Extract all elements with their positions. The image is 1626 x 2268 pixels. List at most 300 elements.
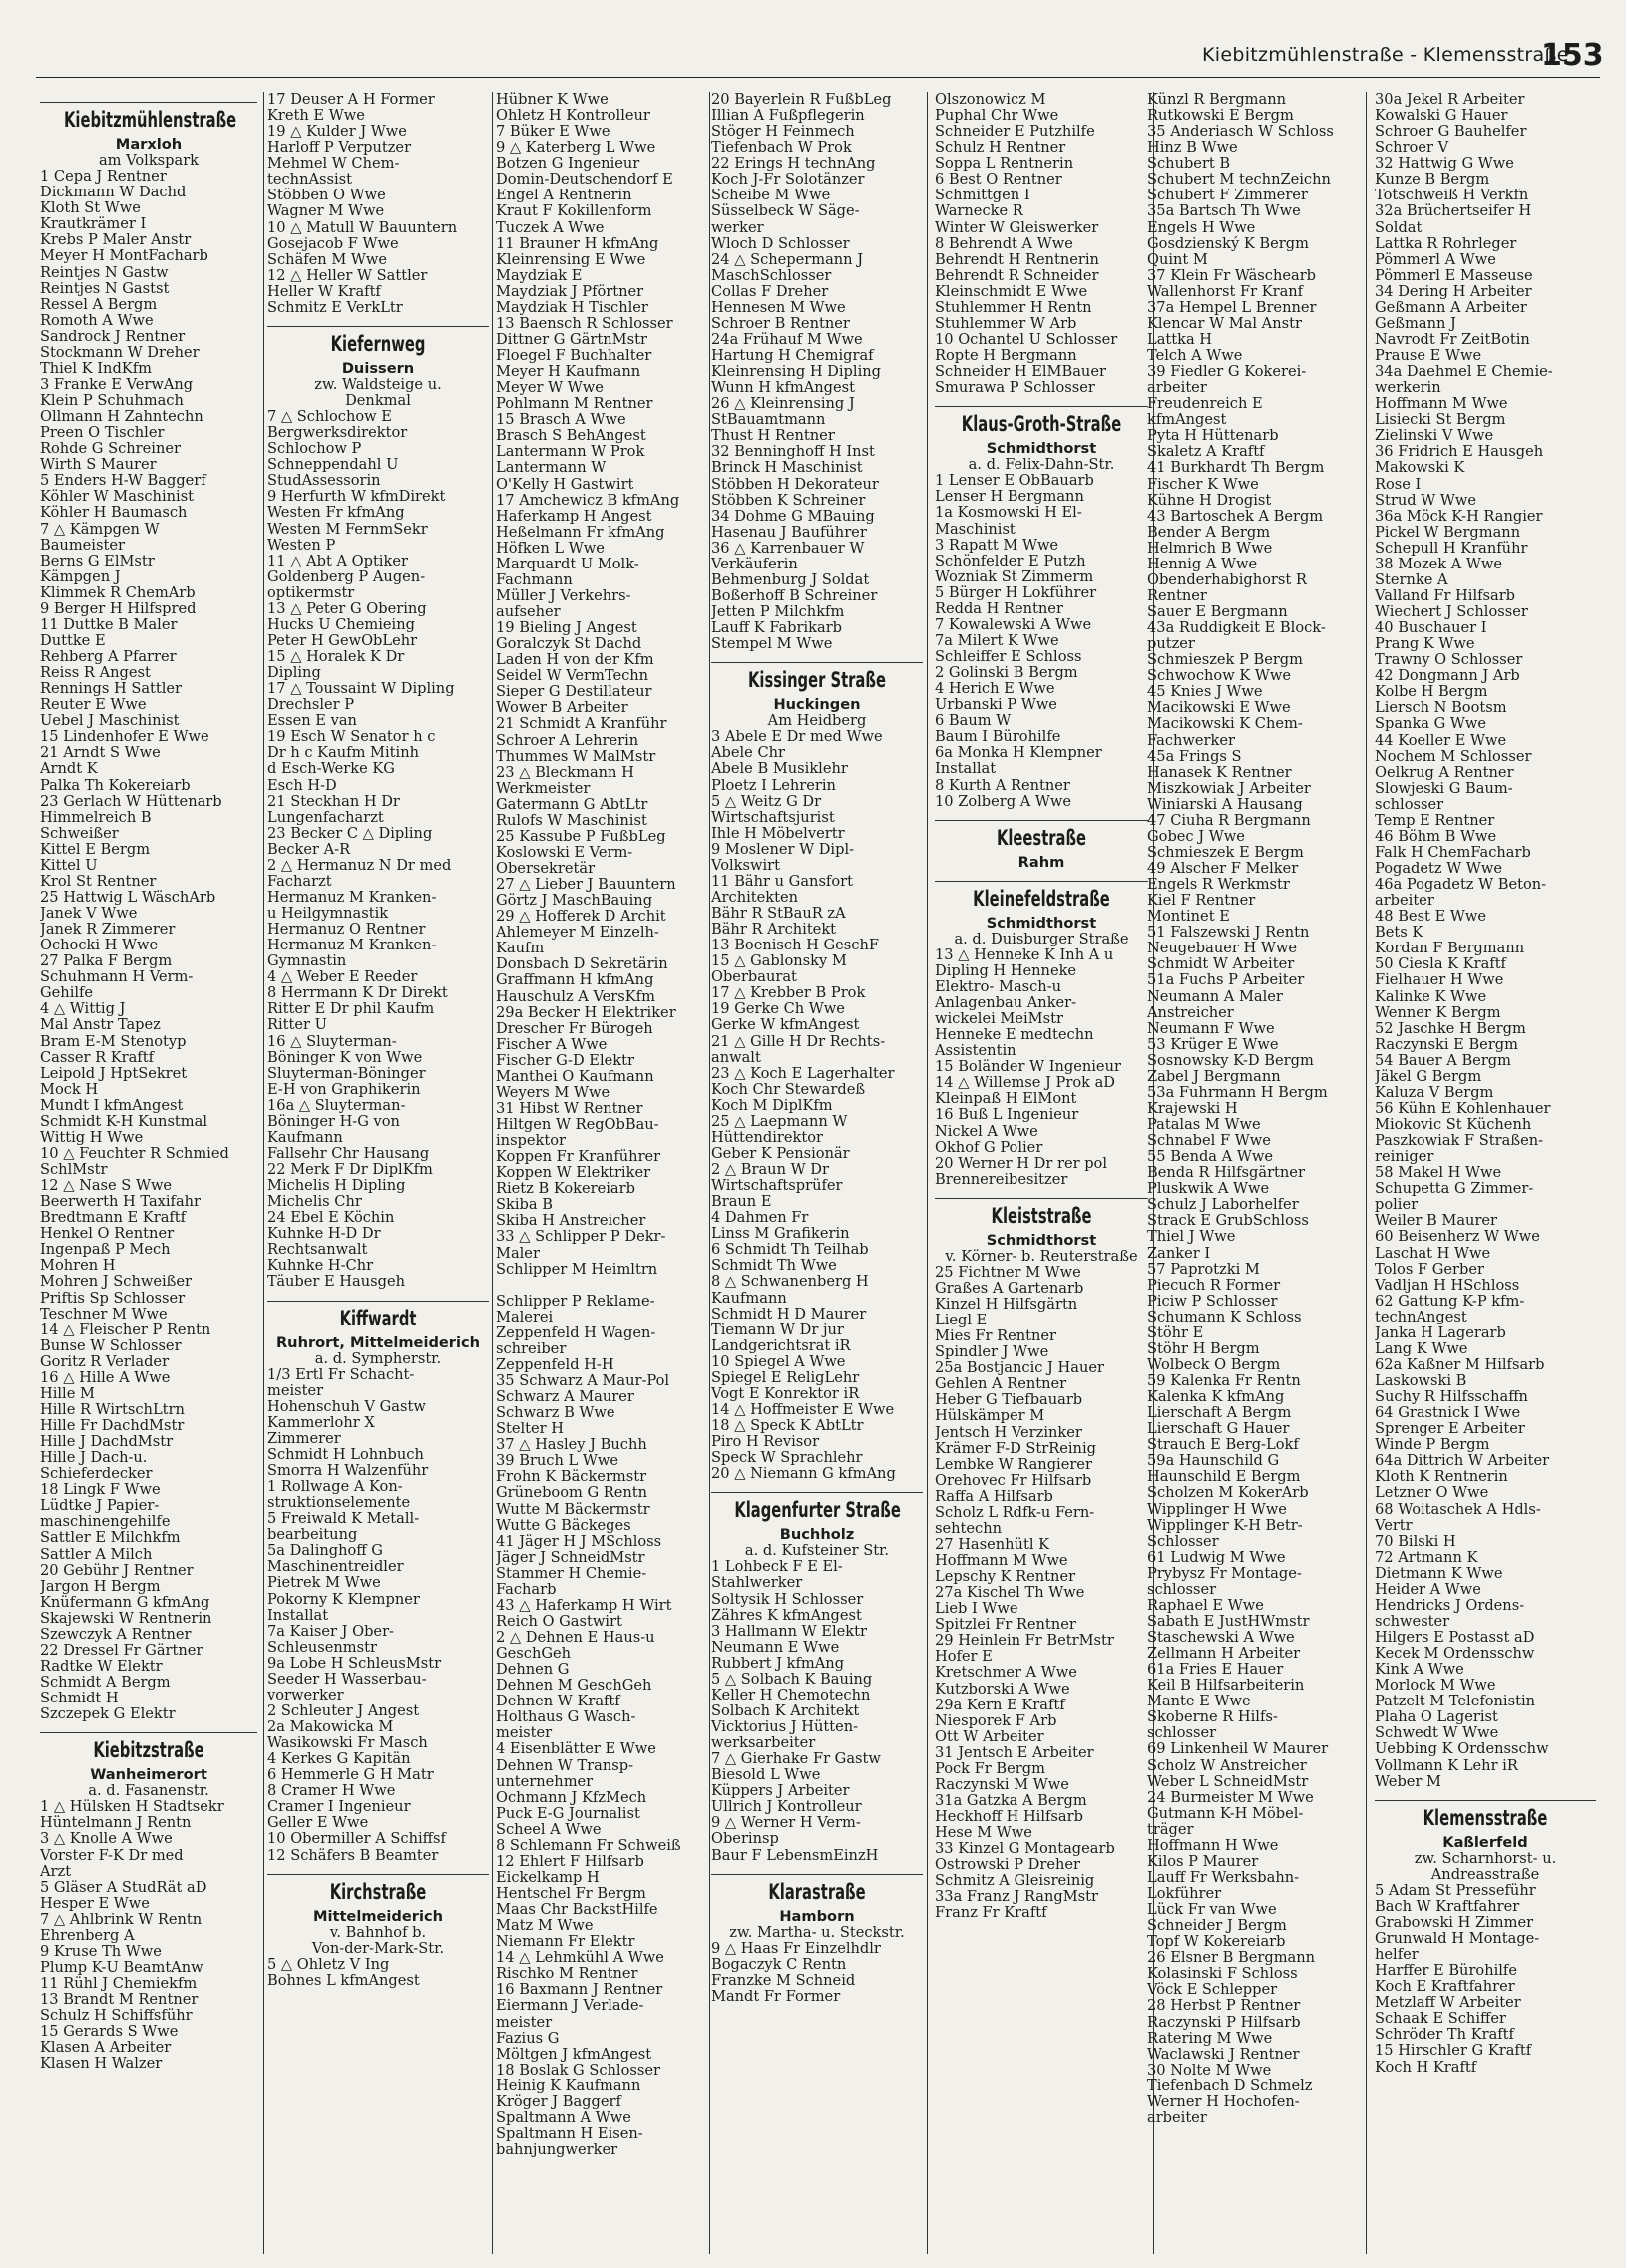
directory-entry: Hille R WirtschLtrn (40, 1401, 185, 1418)
directory-entry: Hohenschuh V Gastw (267, 1398, 426, 1415)
directory-entry: Teschner M Wwe (40, 1306, 168, 1323)
directory-entry: Kutzborski A Wwe (935, 1681, 1070, 1698)
directory-entry: Hübner K Wwe (496, 92, 609, 108)
directory-entry: Bender A Bergm (1147, 524, 1271, 541)
directory-entry: 8 Kurth A Rentner (935, 777, 1070, 794)
directory-entry: 1 Cepa J Rentner (40, 169, 167, 186)
directory-entry: 30 Nolte M Wwe (1147, 2062, 1272, 2079)
directory-entry: 28 Herbst P Rentner (1147, 1998, 1301, 2015)
directory-entry: Kalenka K kfmAng (1147, 1389, 1285, 1406)
directory-entry: Nickel A Wwe (935, 1123, 1038, 1140)
street-location-note: zw. Martha- u. Steckstr. (729, 1923, 905, 1941)
street-rule (711, 662, 923, 663)
directory-entry: 46 Böhm B Wwe (1375, 828, 1497, 845)
directory-entry: Holthaus G Wasch- (496, 1709, 636, 1726)
directory-entry: Schmidt Th Wwe (711, 1258, 837, 1275)
district-name: Duissern (341, 359, 415, 377)
directory-entry: Klasen A Arbeiter (40, 2040, 172, 2057)
directory-entry: 21 △ Gille H Dr Rechts- (711, 1033, 886, 1050)
directory-entry: 2a Makowicka M (267, 1719, 394, 1735)
directory-entry: 7a Milert K Wwe (935, 632, 1059, 649)
directory-entry: bearbeitung (267, 1527, 358, 1544)
directory-entry: Ritter E Dr phil Kaufm (267, 1001, 435, 1018)
directory-entry: Frohn K Bäckermstr (496, 1469, 647, 1486)
directory-entry: 11 Duttke B Maler (40, 616, 178, 633)
directory-entry: Jäger J SchneidMstr (496, 1549, 645, 1566)
directory-entry: Sosnowsky K-D Bergm (1147, 1052, 1314, 1069)
directory-entry: Ressel A Bergm (40, 296, 158, 313)
directory-entry: Prybysz Fr Montage- (1147, 1565, 1302, 1582)
directory-entry: Niemann Fr Elektr (496, 1934, 635, 1951)
directory-entry: 16 Buß L Ingenieur (935, 1107, 1079, 1124)
directory-entry: 33 △ Schlipper P Dekr- (496, 1229, 666, 1246)
directory-entry: Skoberne R Hilfs- (1147, 1709, 1278, 1726)
directory-entry: Thummes W MalMstr (496, 748, 656, 765)
directory-entry: 10 △ Matull W Bauuntern (267, 219, 458, 236)
directory-entry: 36 Fridrich E Hausgeh (1375, 444, 1544, 461)
directory-entry: Bogaczyk C Rentn (711, 1956, 847, 1973)
directory-entry: 8 Schlemann Fr Schweiß (496, 1837, 681, 1854)
directory-entry: 4 Herich E Wwe (935, 681, 1055, 698)
directory-entry: Schweißer (40, 825, 119, 842)
directory-entry: Miszkowiak J Arbeiter (1147, 780, 1311, 797)
directory-entry: Wallenhorst Fr Kranf (1147, 283, 1304, 300)
directory-entry: 21 Schmidt A Kranführ (496, 716, 667, 733)
directory-entry: 33a Franz J RangMstr (935, 1889, 1098, 1906)
directory-entry: u Heilgymnastik (267, 906, 389, 922)
directory-entry: Schmidt H (40, 1691, 119, 1707)
directory-entry: Topf W Kokereiarb (1147, 1934, 1286, 1951)
directory-entry: werksarbeiter (711, 1735, 816, 1752)
directory-entry: Facharb (496, 1581, 557, 1598)
directory-entry: Koch Chr Stewardeß (711, 1081, 866, 1098)
directory-entry: Kröger J Baggerf (496, 2093, 621, 2110)
directory-entry: Plump K-U BeamtAnw (40, 1959, 203, 1976)
directory-entry: Schulz H Rentner (935, 140, 1066, 157)
directory-entry: Lüdtke J Papier- (40, 1498, 160, 1515)
directory-entry: Pickel W Bergmann (1375, 524, 1521, 541)
directory-entry: Behrendt R Schneider (935, 267, 1099, 284)
directory-entry: Miokovic St Küchenh (1375, 1117, 1532, 1133)
directory-entry: Pock Fr Bergm (935, 1760, 1045, 1777)
directory-entry: Puphal Chr Wwe (935, 108, 1059, 125)
street-rule (267, 1874, 489, 1875)
directory-entry: Hoffmann H Wwe (1147, 1837, 1279, 1854)
directory-entry: Obenderhabighorst R (1147, 571, 1307, 588)
directory-entry: Vicktorius J Hütten- (711, 1719, 859, 1735)
directory-entry: Reich O Gastwirt (496, 1613, 622, 1630)
directory-entry: Pyta H Hüttenarb (1147, 428, 1279, 445)
directory-entry: Dittner G GärtnMstr (496, 331, 647, 348)
directory-entry: Rentner (1147, 587, 1207, 604)
directory-entry: Klimmek R ChemArb (40, 584, 196, 601)
directory-entry: Henkel O Rentner (40, 1226, 175, 1243)
directory-entry: 31 Hibst W Rentner (496, 1100, 643, 1117)
directory-entry: 64 Grastnick I Wwe (1375, 1405, 1521, 1422)
directory-entry: 35a Bartsch Th Wwe (1147, 203, 1301, 220)
street-name: Kiebitzstraße (93, 1738, 204, 1763)
directory-entry: Macikowski E Wwe (1147, 700, 1291, 717)
directory-entry: Rechtsanwalt (267, 1242, 368, 1259)
directory-entry: 9 Moslener W Dipl- (711, 841, 855, 858)
directory-entry: 15 Hirschler G Kraftf (1375, 2043, 1532, 2060)
directory-entry: Romoth A Wwe (40, 312, 154, 329)
directory-entry: Schieferdecker (40, 1466, 153, 1483)
directory-entry: 5 △ Solbach K Bauing (711, 1671, 873, 1688)
directory-entry: Dehnen M GeschGeh (496, 1678, 652, 1695)
directory-entry: Wiechert J Schlosser (1375, 604, 1528, 620)
directory-entry: Hille Fr DachdMstr (40, 1418, 185, 1434)
directory-entry: Puck E-G Journalist (496, 1805, 640, 1822)
directory-entry: 51a Fuchs P Arbeiter (1147, 972, 1305, 989)
directory-entry: Szewczyk A Rentner (40, 1626, 192, 1643)
directory-entry: Eiermann J Verlade- (496, 1998, 644, 2015)
directory-entry: Skiba H Anstreicher (496, 1213, 646, 1230)
directory-entry: Pietrek M Wwe (267, 1575, 381, 1592)
street-rule (935, 1198, 1148, 1199)
directory-entry: Hentschel Fr Bergm (496, 1886, 646, 1902)
directory-entry: 44 Koeller E Wwe (1375, 732, 1507, 749)
directory-entry: Ollmann H Zahntechn (40, 409, 203, 426)
directory-entry: Brennereibesitzer (935, 1171, 1068, 1188)
directory-entry: Strauch E Berg-Lokf (1147, 1437, 1299, 1454)
directory-entry: Michelis Chr (267, 1194, 362, 1211)
directory-entry: Dehnen W Transp- (496, 1757, 634, 1774)
directory-entry: Bach W Kraftfahrer (1375, 1898, 1520, 1915)
directory-entry: Skajewski W Rentnerin (40, 1610, 212, 1627)
directory-entry: 7 △ Ahlbrink W Rentn (40, 1911, 203, 1928)
directory-entry: Krajewski H (1147, 1100, 1238, 1117)
directory-entry: Laden H von der Kfm (496, 652, 654, 669)
directory-entry: Olszonowicz M (935, 92, 1046, 108)
directory-entry: Anlagenbau Anker- (935, 995, 1077, 1011)
directory-entry: Benda R Hilfsgärtner (1147, 1165, 1305, 1182)
directory-entry: 12 Schäfers B Beamter (267, 1847, 439, 1864)
directory-entry: Kaufmann (711, 1290, 787, 1307)
street-location-note: Andreasstraße (1430, 1865, 1540, 1883)
directory-entry: Schmittgen I (935, 188, 1030, 204)
directory-entry: Boßerhoff B Schreiner (711, 587, 878, 604)
directory-entry: Böninger H-G von (267, 1113, 400, 1130)
street-name: Kissinger Straße (748, 668, 886, 693)
directory-entry: Gerke W kfmAngest (711, 1017, 860, 1034)
directory-column-4 (711, 92, 923, 2256)
directory-entry: 43 △ Haferkamp H Wirt (496, 1597, 672, 1614)
directory-entry: Jäkel G Bergm (1375, 1068, 1482, 1085)
directory-entry: technAssist (267, 172, 353, 189)
directory-entry: Janka H Lagerarb (1375, 1324, 1506, 1341)
directory-entry: Koppen Fr Kranführer (496, 1149, 661, 1166)
directory-entry: Lungenfacharzt (267, 809, 384, 826)
directory-entry: Kinzel H Hilfsgärtn (935, 1297, 1078, 1313)
directory-entry: Dipling H Henneke (935, 962, 1077, 979)
directory-entry: Höfken L Wwe (496, 540, 605, 557)
directory-entry: inspektor (496, 1133, 567, 1150)
directory-entry: Spiegel E ReligLehr (711, 1369, 860, 1386)
directory-entry: Goldenberg P Augen- (267, 568, 426, 585)
directory-entry: 36 △ Karrenbauer W (711, 540, 865, 557)
directory-entry: Orehovec Fr Hilfsarb (935, 1472, 1092, 1489)
directory-entry: 10 △ Feuchter R Schmied (40, 1145, 229, 1162)
district-name: Schmidthorst (986, 1231, 1097, 1249)
directory-entry: 27 Palka F Bergm (40, 953, 173, 970)
street-rule (711, 1874, 923, 1875)
directory-entry: Wipplinger K-H Betr- (1147, 1517, 1303, 1534)
directory-entry: Priftis Sp Schlosser (40, 1290, 186, 1307)
directory-entry: Vogt E Konrektor iR (711, 1385, 860, 1402)
directory-entry: 3 Rapatt M Wwe (935, 537, 1059, 554)
directory-entry: Preen O Tischler (40, 425, 165, 442)
directory-entry: Rutkowski E Bergm (1147, 108, 1294, 125)
directory-entry: Volkswirt (711, 857, 780, 874)
directory-entry: Brinck H Maschinist (711, 460, 863, 477)
directory-entry: Wasikowski Fr Masch (267, 1735, 428, 1752)
directory-entry: Brasch S BehAngest (496, 428, 646, 445)
directory-entry: Vollmann K Lehr iR (1375, 1757, 1518, 1774)
directory-entry: Jentsch H Verzinker (935, 1424, 1082, 1441)
directory-entry: E-H von Graphikerin (267, 1081, 421, 1098)
directory-entry: Winde P Bergm (1375, 1437, 1490, 1454)
directory-entry: Oelkrug A Rentner (1375, 764, 1514, 781)
street-rule (40, 102, 257, 103)
directory-entry: 11 Rühl J Chemiekfm (40, 1976, 198, 1992)
directory-entry: Ullrich J Kontrolleur (711, 1799, 862, 1816)
directory-entry: Lierschaft A Bergm (1147, 1405, 1292, 1422)
directory-entry: Köhler W Maschinist (40, 489, 195, 506)
directory-entry: Henneke E medtechn (935, 1027, 1094, 1044)
directory-column-6 (1147, 92, 1361, 2256)
directory-entry: Goritz R Verlader (40, 1353, 170, 1370)
directory-entry: 24 Ebel E Köchin (267, 1210, 395, 1227)
directory-entry: Arndt K (40, 761, 98, 778)
directory-entry: Schubert F Zimmerer (1147, 188, 1308, 204)
directory-entry: 35 Schwarz A Maur-Pol (496, 1373, 670, 1389)
directory-entry: Hennesen M Wwe (711, 299, 846, 316)
directory-entry: Jargon H Bergm (40, 1578, 161, 1595)
street-heading (711, 1492, 923, 1525)
directory-entry: Gymnastin (267, 953, 347, 970)
directory-entry: technAngest (1375, 1309, 1467, 1325)
directory-entry: 25 △ Laepmann W (711, 1113, 848, 1130)
directory-entry: Klencar W Mal Anstr (1147, 315, 1302, 332)
directory-entry: Stuhlemmer H Rentn (935, 299, 1092, 316)
directory-entry: 10 Ochantel U Schlosser (935, 331, 1118, 348)
directory-entry: 5 Adam St Presseführ (1375, 1882, 1536, 1899)
directory-entry: Scheibe M Wwe (711, 188, 831, 204)
directory-entry: 9 Berger H Hilfspred (40, 600, 197, 617)
directory-entry: Szczepek G Elektr (40, 1706, 176, 1723)
directory-entry: Wipplinger H Wwe (1147, 1501, 1287, 1518)
directory-entry: Slowjeski G Baum- (1375, 780, 1513, 797)
directory-entry: 4 △ Wittig J (40, 1001, 126, 1018)
directory-entry: Facharzt (267, 873, 332, 890)
directory-entry: 17 △ Toussaint W Dipling (267, 681, 455, 698)
directory-entry: Schroer G Bauhelfer (1375, 124, 1527, 141)
directory-entry: Temp E Rentner (1375, 812, 1495, 829)
directory-entry: Heinig K Kaufmann (496, 2078, 641, 2094)
directory-entry: Kleinschmidt E Wwe (935, 283, 1088, 300)
directory-entry: Stöbben O Wwe (267, 188, 386, 204)
directory-entry: 39 Bruch L Wwe (496, 1453, 618, 1470)
directory-entry: 19 Bieling J Angest (496, 620, 637, 637)
directory-entry: 11 Brauner H kfmAng (496, 235, 659, 252)
directory-entry: Spindler J Wwe (935, 1344, 1049, 1361)
directory-entry: 55 Benda A Wwe (1147, 1149, 1273, 1166)
directory-entry: 8 Herrmann K Dr Direkt (267, 985, 448, 1002)
directory-entry: 20 Bayerlein R FußbLeg (711, 92, 892, 108)
directory-entry: 15 Boländer W Ingenieur (935, 1059, 1121, 1076)
directory-entry: Gehilfe (40, 985, 94, 1002)
directory-entry: 1/3 Ertl Fr Schacht- (267, 1366, 415, 1383)
directory-entry: 72 Artmann K (1375, 1549, 1478, 1566)
directory-entry: 14 △ Hoffmeister E Wwe (711, 1401, 895, 1418)
directory-entry: Tolos F Gerber (1375, 1261, 1484, 1278)
directory-entry: Suchy R Hilfsschaffn (1375, 1389, 1528, 1406)
directory-entry: 1 △ Hülsken H Stadtsekr (40, 1799, 224, 1816)
directory-entry: Thiel J Wwe (1147, 1229, 1236, 1246)
directory-entry: Kittel E Bergm (40, 841, 151, 858)
directory-entry: Reiss R Angest (40, 665, 151, 682)
directory-entry: Obersekretär (496, 861, 596, 877)
directory-entry: Telch A Wwe (1147, 348, 1243, 364)
directory-entry: Gatermann G AbtLtr (496, 796, 648, 813)
directory-entry: Fischer A Wwe (496, 1036, 608, 1053)
directory-entry: d Esch-Werke KG (267, 761, 395, 778)
directory-entry: Keil B Hilfsarbeiterin (1147, 1678, 1305, 1695)
directory-entry: 12 Ehlert F Hilfsarb (496, 1853, 644, 1870)
directory-entry: Soltysik H Schlosser (711, 1591, 864, 1608)
directory-entry: 38 Mozek A Wwe (1375, 556, 1503, 572)
street-name: Klemensstraße (1423, 1805, 1548, 1830)
directory-entry: Makowski K (1375, 460, 1465, 477)
directory-entry: Kaufmann (267, 1129, 343, 1146)
directory-entry: Laschat H Wwe (1375, 1245, 1491, 1262)
directory-entry: Vadljan H HSchloss (1375, 1277, 1520, 1294)
directory-entry: Kloth St Wwe (40, 200, 141, 217)
street-location-note: zw. Scharnhorst- u. (1414, 1849, 1557, 1867)
directory-entry: 39 Fiedler G Kokerei- (1147, 364, 1307, 381)
directory-entry: 5 △ Weitz G Dr (711, 793, 822, 810)
directory-entry: Stöhr E (1147, 1324, 1204, 1341)
directory-entry: GeschGeh (496, 1646, 572, 1663)
directory-entry: Thiel K IndKfm (40, 360, 152, 377)
column-divider (492, 92, 493, 2254)
directory-entry: Koch H Kraftf (1375, 2059, 1477, 2076)
directory-entry: Bohnes L kfmAngest (267, 1972, 420, 1989)
directory-entry: 9 Kruse Th Wwe (40, 1943, 162, 1960)
directory-entry: Himmelreich B (40, 809, 152, 826)
directory-entry: Kammerlohr X (267, 1414, 375, 1431)
directory-entry: 21 Arndt S Wwe (40, 745, 161, 762)
directory-entry: 8 △ Schwanenberg H (711, 1274, 869, 1291)
directory-entry: Maas Chr BackstHilfe (496, 1902, 658, 1919)
directory-entry: Ochmann J KfzMech (496, 1789, 647, 1806)
directory-entry: 62 Gattung K-P kfm- (1375, 1293, 1525, 1310)
directory-entry: 17 Deuser A H Former (267, 92, 435, 108)
street-heading (711, 662, 923, 695)
header-rule (36, 77, 1600, 78)
directory-entry: Kalinke K Wwe (1375, 988, 1487, 1005)
directory-entry: Assistentin (935, 1043, 1016, 1060)
directory-entry: 19 Gerke Ch Wwe (711, 1001, 845, 1018)
directory-entry: Schlosser (1147, 1533, 1219, 1550)
street-location-note: Am Heidberg (767, 712, 867, 730)
directory-entry: Geller E Wwe (267, 1815, 369, 1832)
directory-entry: Kuhnke H-D Dr (267, 1226, 381, 1243)
directory-entry: Grüneboom G Rentn (496, 1485, 648, 1502)
directory-entry: Mal Anstr Tapez (40, 1017, 161, 1034)
directory-entry: 54 Bauer A Bergm (1375, 1052, 1511, 1069)
directory-entry: Soppa L Rentnerin (935, 156, 1074, 173)
directory-entry: Werkmeister (496, 780, 591, 797)
directory-entry: Ritter U (267, 1017, 327, 1034)
directory-entry: wickelei MeiMstr (935, 1011, 1063, 1028)
directory-entry: Thust H Rentner (711, 428, 835, 445)
directory-entry: Lenser H Bergmann (935, 489, 1084, 506)
directory-entry: Weyers M Wwe (496, 1084, 610, 1101)
street-heading (935, 1198, 1148, 1231)
directory-entry: Ropte H Bergmann (935, 348, 1077, 364)
directory-entry: Hendricks J Ordens- (1375, 1597, 1525, 1614)
directory-entry: Piciw P Schlosser (1147, 1293, 1278, 1310)
directory-entry: Spitzlei Fr Rentner (935, 1617, 1076, 1634)
directory-entry: 29 Heinlein Fr BetrMstr (935, 1633, 1114, 1650)
directory-entry: Patalas M Wwe (1147, 1117, 1261, 1133)
directory-entry: Sabath E JustHWmstr (1147, 1613, 1310, 1630)
directory-entry: Schulz J Laborhelfer (1147, 1197, 1299, 1214)
directory-entry: maschinengehilfe (40, 1514, 171, 1531)
directory-entry: Malerei (496, 1309, 554, 1325)
directory-entry: 61 Ludwig M Wwe (1147, 1549, 1286, 1566)
directory-entry: arbeiter (1147, 2109, 1207, 2126)
directory-entry: Westen Fr kfmAng (267, 505, 405, 522)
directory-entry: Piecuch R Former (1147, 1277, 1281, 1294)
directory-entry: Engels H Wwe (1147, 219, 1256, 236)
directory-entry: 12 △ Nase S Wwe (40, 1178, 173, 1195)
directory-entry: Metzlaff W Arbeiter (1375, 1995, 1521, 2012)
directory-entry: 2 Golinski B Bergm (935, 665, 1078, 682)
directory-entry: Tiefenbach W Prok (711, 140, 852, 157)
directory-entry: 8 Cramer H Wwe (267, 1783, 396, 1800)
directory-entry: 14 △ Lehmkühl A Wwe (496, 1950, 664, 1967)
directory-column-3 (496, 92, 705, 2256)
directory-entry: Klasen H Walzer (40, 2056, 163, 2073)
directory-entry: Hille M (40, 1385, 95, 1402)
street-name: Klarastraße (768, 1879, 866, 1904)
directory-entry: Raczynski P Hilfsarb (1147, 2014, 1301, 2031)
directory-entry: Lück Fr van Wwe (1147, 1902, 1277, 1919)
directory-entry: Bergwerksdirektor (267, 425, 408, 442)
directory-entry: werkerin (1375, 380, 1441, 397)
directory-entry: Architekten (711, 889, 798, 906)
directory-entry: Heckhoff H Hilfsarb (935, 1809, 1083, 1825)
district-name: Wanheimerort (90, 1766, 207, 1784)
directory-entry: Lattka R Rohrleger (1375, 235, 1517, 252)
directory-entry: 22 Erings H technAng (711, 156, 876, 173)
directory-entry: 18 Boslak G Schlosser (496, 2062, 660, 2079)
street-location-note: Von-der-Mark-Str. (311, 1939, 445, 1957)
directory-entry: 11 Bähr u Gansfort (711, 873, 853, 890)
directory-entry: Spanka G Wwe (1375, 716, 1487, 733)
directory-entry: Kleinrensing E Wwe (496, 251, 646, 268)
directory-entry: Lantermann W Prok (496, 444, 645, 461)
directory-entry: schlosser (1147, 1581, 1217, 1598)
street-location-note: zw. Waldsteige u. (314, 375, 442, 393)
street-name: Kiffwardt (339, 1306, 417, 1330)
directory-entry: Marquardt U Molk- (496, 556, 639, 572)
directory-entry: Werner H Hochofen- (1147, 2093, 1300, 2110)
district-name: Marxloh (115, 136, 183, 153)
